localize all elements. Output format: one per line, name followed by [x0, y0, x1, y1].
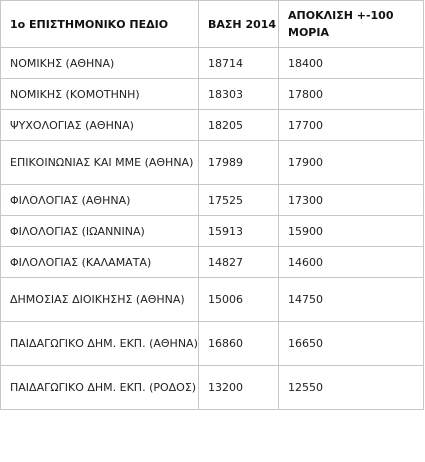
base-score-cell: 15006: [199, 278, 279, 322]
table-row: [1, 141, 424, 185]
table-row: [1, 79, 424, 110]
estimate-cell: 17800: [279, 79, 424, 110]
department-cell: ΦΙΛΟΛΟΓΙΑΣ (ΑΘΗΝΑ): [1, 185, 199, 216]
estimate-cell: 14750: [279, 278, 424, 322]
estimate-cell: 16650: [279, 322, 424, 366]
base-score-cell: 18714: [199, 48, 279, 79]
department-cell: ΕΠΙΚΟΙΝΩΝΙΑΣ ΚΑΙ ΜΜΕ (ΑΘΗΝΑ): [1, 141, 199, 185]
department-cell: ΝΟΜΙΚΗΣ (ΑΘΗΝΑ): [1, 48, 199, 79]
department-cell: ΦΙΛΟΛΟΓΙΑΣ (ΚΑΛΑΜΑΤΑ): [1, 247, 199, 278]
base-score-cell: 18303: [199, 79, 279, 110]
estimate-cell: 14600: [279, 247, 424, 278]
table-row: [1, 322, 424, 366]
table-row: [1, 185, 424, 216]
department-cell: ΠΑΙΔΑΓΩΓΙΚΟ ΔΗΜ. ΕΚΠ. (ΡΟΔΟΣ): [1, 366, 199, 410]
header-base-2014: ΒΑΣΗ 2014: [199, 1, 279, 48]
estimate-cell: 15900: [279, 216, 424, 247]
estimate-cell: 17700: [279, 110, 424, 141]
department-cell: ΝΟΜΙΚΗΣ (ΚΟΜΟΤΗΝΗ): [1, 79, 199, 110]
table-header-row: [1, 1, 424, 48]
table-row: [1, 48, 424, 79]
base-score-cell: 15913: [199, 216, 279, 247]
base-score-cell: 17525: [199, 185, 279, 216]
department-cell: ΠΑΙΔΑΓΩΓΙΚΟ ΔΗΜ. ΕΚΠ. (ΑΘΗΝΑ): [1, 322, 199, 366]
department-cell: ΨΥΧΟΛΟΓΙΑΣ (ΑΘΗΝΑ): [1, 110, 199, 141]
department-cell: ΔΗΜΟΣΙΑΣ ΔΙΟΙΚΗΣΗΣ (ΑΘΗΝΑ): [1, 278, 199, 322]
base-score-cell: 18205: [199, 110, 279, 141]
header-deviation: ΑΠΟΚΛΙΣΗ +-100 ΜΟΡΙΑ: [279, 1, 424, 48]
estimate-cell: 18400: [279, 48, 424, 79]
estimate-cell: 12550: [279, 366, 424, 410]
table-row: [1, 216, 424, 247]
table-row: [1, 247, 424, 278]
header-field: 1ο ΕΠΙΣΤΗΜΟΝΙΚΟ ΠΕΔΙΟ: [1, 1, 199, 48]
base-score-cell: 16860: [199, 322, 279, 366]
table-row: [1, 110, 424, 141]
base-score-cell: 14827: [199, 247, 279, 278]
base-score-cell: 13200: [199, 366, 279, 410]
estimate-cell: 17300: [279, 185, 424, 216]
estimate-cell: 17900: [279, 141, 424, 185]
base-score-cell: 17989: [199, 141, 279, 185]
department-cell: ΦΙΛΟΛΟΓΙΑΣ (ΙΩΑΝΝΙΝΑ): [1, 216, 199, 247]
table-row: [1, 278, 424, 322]
table-row: [1, 366, 424, 410]
